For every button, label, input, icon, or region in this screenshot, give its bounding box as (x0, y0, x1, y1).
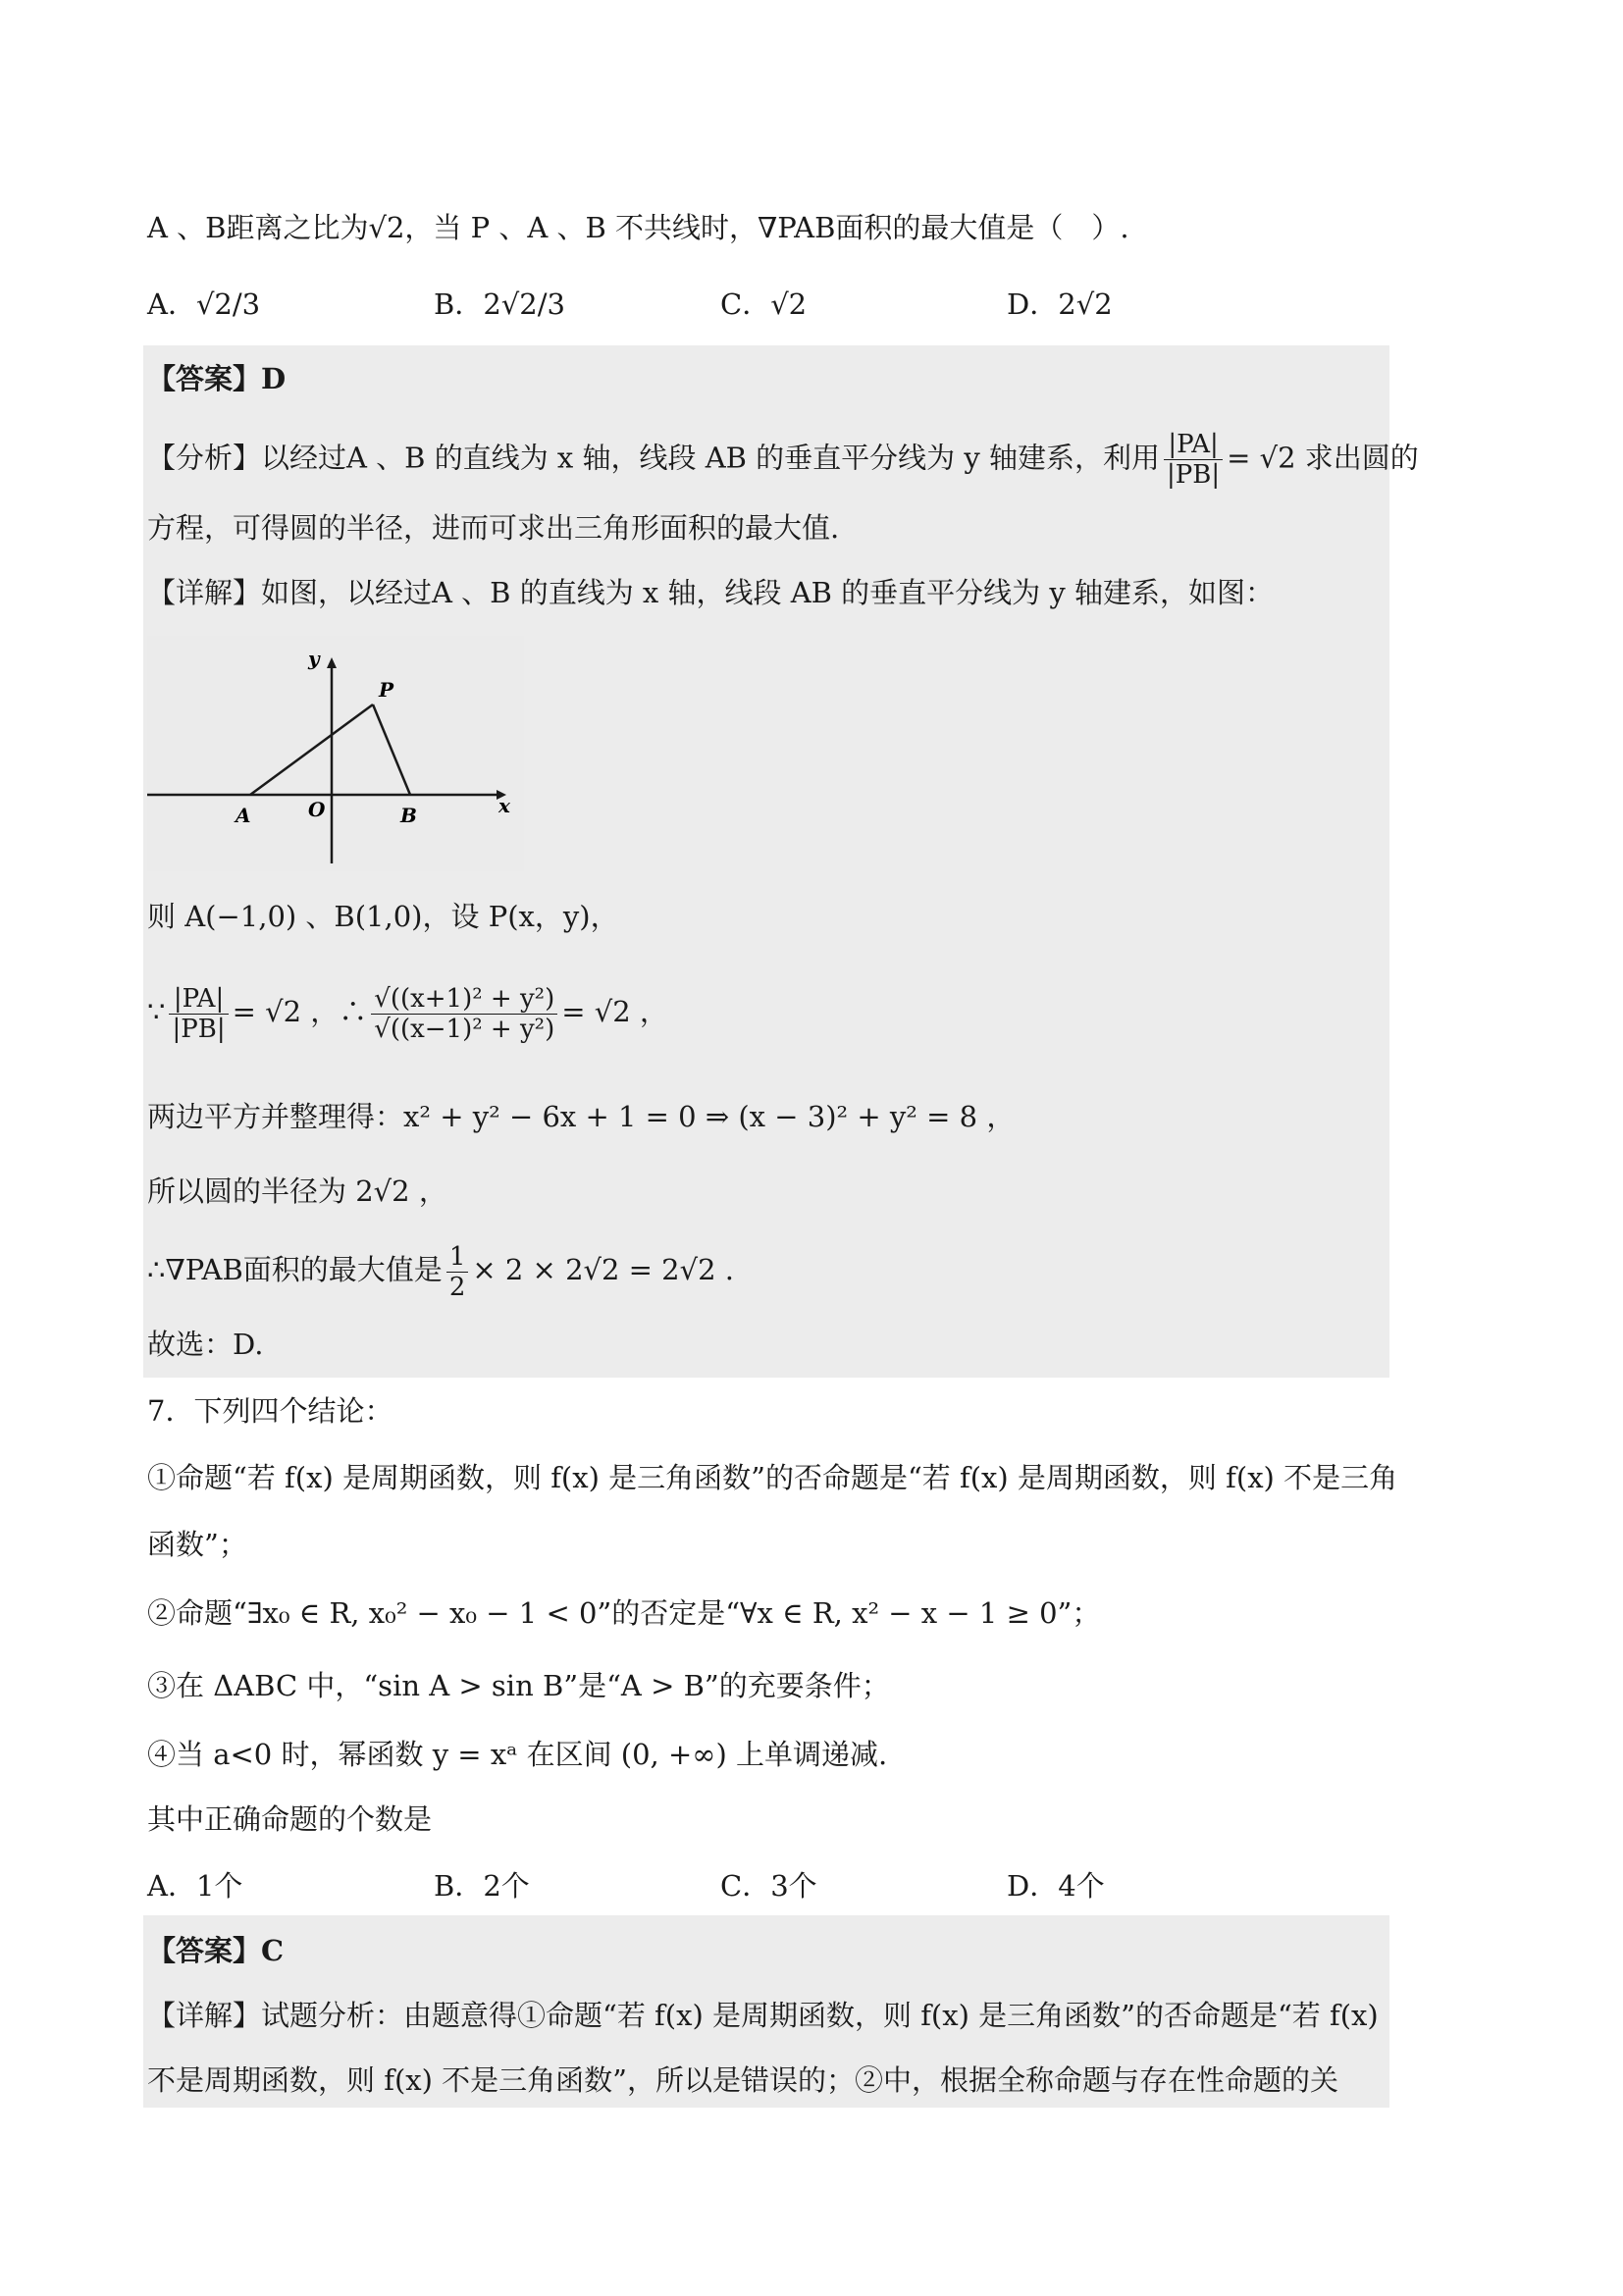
option-value: 2√2 (1058, 287, 1113, 321)
y-axis-arrow (327, 657, 337, 668)
option-label: B． (434, 1869, 484, 1903)
problem-6-option-d (1007, 285, 1113, 324)
label-p: P (379, 678, 394, 702)
label-o: O (308, 798, 326, 821)
option-label: C． (720, 1869, 771, 1903)
label-b: B (400, 804, 417, 827)
option-label: D． (1007, 287, 1059, 321)
problem-6-detail-line-1: 【详解】如图，以经过A 、B 的直线为 x 轴，线段 AB 的垂直平分线为 y 轴建系，如图： (147, 576, 1274, 609)
option-value: 1个 (195, 1869, 243, 1903)
problem-6-detail-line-4: 两边平方并整理得：x² + y² − 6x + 1 = 0 ⇒ (x − 3)² + y² = 8 ， (147, 1100, 1016, 1133)
fraction-numerator: √((x+1)² + y²) (371, 984, 557, 1015)
problem-6-detail-line-7: 故选：D. (147, 1328, 264, 1361)
label-a: A (236, 804, 251, 827)
problem-6-analysis-line-1 (147, 430, 1419, 490)
problem-7-option-d (1007, 1866, 1105, 1905)
detail-text: = √2 ， (561, 995, 668, 1028)
distance-fraction (371, 984, 557, 1044)
segment-pa (250, 704, 373, 795)
figure-svg (147, 636, 524, 871)
option-value: √2/3 (195, 287, 261, 321)
problem-7-option-a (147, 1866, 242, 1905)
half-fraction (446, 1242, 469, 1302)
ratio-fraction (169, 984, 228, 1044)
problem-6-detail-line-2: 则 A(−1,0) 、B(1,0)，设 P(x，y)， (147, 900, 619, 933)
problem-7-item-3: ③在 ΔABC 中，“sin A > sin B”是“A > B”的充要条件； (147, 1669, 890, 1702)
coordinate-figure (147, 636, 524, 871)
problem-6-detail-line-3 (147, 967, 1386, 1056)
problem-7-answer: 【答案】C (147, 1934, 285, 1967)
option-value: 4个 (1058, 1869, 1105, 1903)
problem-7-option-c (720, 1866, 817, 1905)
problem-7-detail-line-2: 不是周期函数，则 f(x) 不是三角函数”，所以是错误的；②中，根据全称命题与存在性命题的关 (147, 2063, 1338, 2097)
fraction-denominator: √((x−1)² + y²) (374, 1014, 555, 1044)
analysis-text: 【分析】以经过A 、B 的直线为 x 轴，线段 AB 的垂直平分线为 y 轴建系，利用 (147, 441, 1160, 475)
label-x: x (498, 794, 510, 817)
option-value: 3个 (770, 1869, 817, 1903)
problem-7-detail-line-1: 【详解】试题分析：由题意得①命题“若 f(x) 是周期函数，则 f(x) 是三角函数”的否命题是“若 f(x) (147, 1999, 1379, 2032)
problem-6-option-a (147, 285, 260, 324)
detail-text: × 2 × 2√2 = 2√2 . (472, 1253, 734, 1286)
problem-7-option-b (434, 1866, 530, 1905)
option-value: √2 (770, 287, 808, 321)
option-value: 2个 (483, 1869, 530, 1903)
detail-text: = √2 ，∴ (232, 995, 368, 1028)
fraction-numerator: |PA| (1164, 430, 1223, 460)
problem-7-item-2: ②命题“∃x₀ ∈ R, x₀² − x₀ − 1 < 0”的否定是“∀x ∈ R, x² − x − 1 ≥ 0”； (147, 1596, 1101, 1630)
fraction-numerator: |PA| (169, 984, 228, 1015)
problem-6-option-b (434, 285, 565, 324)
option-value: 2√2/3 (483, 287, 565, 321)
problem-6-detail-line-6 (147, 1232, 1386, 1307)
option-label: C． (720, 287, 771, 321)
option-label: B． (434, 287, 484, 321)
label-y: y (308, 647, 320, 670)
fraction-numerator: 1 (446, 1242, 469, 1273)
problem-6-analysis-line-2: 方程，可得圆的半径，进而可求出三角形面积的最大值. (147, 511, 840, 545)
fraction-denominator: |PB| (1167, 460, 1221, 490)
problem-7-item-4: ④当 a<0 时，幂函数 y = xᵃ 在区间 (0, +∞) 上单调递减. (147, 1738, 888, 1771)
problem-7-question: 其中正确命题的个数是 (147, 1802, 433, 1836)
problem-6-option-c (720, 285, 807, 324)
problem-6-answer: 【答案】D (147, 362, 287, 395)
problem-7-stem: 7．下列四个结论： (147, 1394, 393, 1428)
option-label: A． (147, 287, 196, 321)
detail-text: ∴∇PAB面积的最大值是 (147, 1253, 443, 1286)
option-label: D． (1007, 1869, 1059, 1903)
segment-pb (373, 704, 410, 795)
ratio-fraction (1164, 430, 1223, 490)
problem-7-item-1-cont: 函数”； (147, 1528, 247, 1561)
fraction-denominator: |PB| (172, 1014, 226, 1044)
detail-text: ∵ (147, 995, 166, 1028)
problem-7-item-1: ①命题“若 f(x) 是周期函数，则 f(x) 是三角函数”的否命题是“若 f(x) 是周期函数，则 f(x) 不是三角 (147, 1461, 1398, 1494)
option-label: A． (147, 1869, 196, 1903)
problem-6-detail-line-5: 所以圆的半径为 2√2 ， (147, 1174, 447, 1208)
fraction-denominator: 2 (448, 1272, 466, 1302)
problem-6-stem: A 、B距离之比为√2，当 P 、A 、B 不共线时，∇PAB面积的最大值是（ ）. (147, 211, 1129, 244)
analysis-text: = √2 求出圆的 (1227, 441, 1419, 475)
